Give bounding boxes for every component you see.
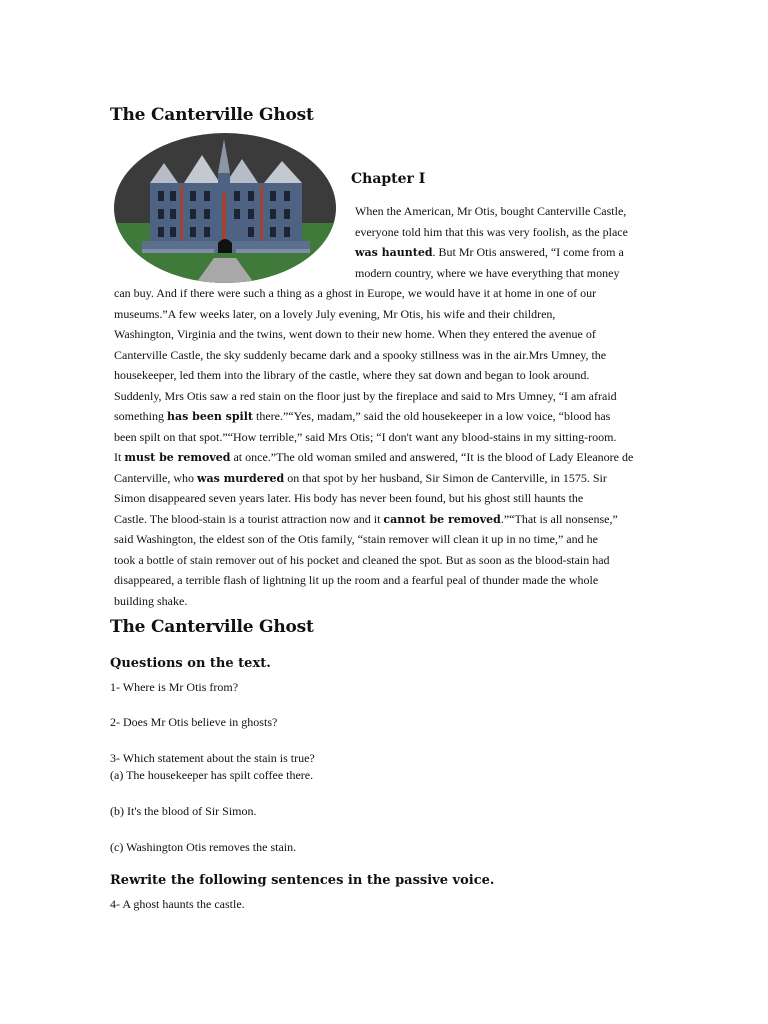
castle-illustration bbox=[114, 133, 336, 283]
option-b: (b) It's the blood of Sir Simon. bbox=[110, 804, 257, 818]
story-line bbox=[114, 491, 583, 505]
story-line bbox=[114, 327, 596, 341]
story-line bbox=[355, 245, 624, 260]
story-line bbox=[114, 430, 616, 444]
story-text-run: there.”“Yes, madam,” said the old housekeeper in a low voice, “blood has bbox=[253, 409, 611, 423]
story-text-run: been spilt on that spot.”“How terrible,” said Mrs Otis; “I don't want any blood-stains in my sitting-room. bbox=[114, 429, 617, 444]
passive-phrase: was haunted bbox=[355, 246, 433, 259]
story-line bbox=[114, 389, 617, 403]
story-line bbox=[114, 553, 610, 567]
passive-item-4: 4- A ghost haunts the castle. bbox=[110, 897, 245, 911]
story-text-run: building shake. bbox=[114, 593, 188, 608]
story-line bbox=[114, 471, 607, 486]
story-text-run: on that spot by her husband, Sir Simon de Canterville, in 1575. Sir bbox=[284, 470, 607, 485]
story-line bbox=[114, 368, 589, 382]
option-c: (c) Washington Otis removes the stain. bbox=[110, 840, 297, 854]
story-line bbox=[114, 286, 596, 300]
page-title: The Canterville Ghost bbox=[110, 105, 314, 125]
story-text-run: took a bottle of stain remover out of his pocket and cleaned the spot. But as soon as the blood-stain had bbox=[114, 552, 610, 567]
story-text-run: . But Mr Otis answered, “I come from a bbox=[432, 245, 624, 259]
story-line bbox=[114, 450, 633, 465]
story-line bbox=[114, 512, 618, 527]
story-line bbox=[114, 594, 187, 608]
story-line bbox=[114, 307, 555, 321]
story-text-run: everyone told him that this was very foolish, as the place bbox=[355, 224, 628, 239]
passive-heading: Rewrite the following sentences in the passive voice. bbox=[110, 873, 495, 888]
story-text-run: Castle. The blood-stain is a tourist attraction now and it bbox=[114, 511, 384, 526]
story-text-run: at once.”The old woman smiled and answered, “It is the blood of Lady Eleanore de bbox=[230, 450, 634, 464]
story-text-run: Simon disappeared seven years later. His body has never been found, but his ghost still haunts the bbox=[114, 491, 584, 505]
questions-heading: Questions on the text. bbox=[110, 656, 271, 671]
story-text-run: said Washington, the eldest son of the Otis family, “stain remover will clean it up in no time,” and he bbox=[114, 532, 598, 546]
question-2: 2- Does Mr Otis believe in ghosts? bbox=[110, 715, 278, 729]
story-text-run: can buy. And if there were such a thing as a ghost in Europe, we would have it at home in one of our bbox=[114, 286, 597, 300]
story-text-run: disappeared, a terrible flash of lightning lit up the room and a fearful peal of thunder made the whole bbox=[114, 573, 599, 587]
story-line bbox=[114, 348, 606, 362]
story-text-run: It bbox=[114, 450, 125, 464]
section-title: The Canterville Ghost bbox=[110, 617, 314, 637]
story-line bbox=[114, 532, 598, 546]
passive-phrase: was murdered bbox=[196, 471, 285, 485]
story-text-run: modern country, where we have everything that money bbox=[355, 265, 620, 280]
story-line bbox=[114, 409, 610, 424]
question-1: 1- Where is Mr Otis from? bbox=[110, 680, 239, 694]
story-text-run: Suddenly, Mrs Otis saw a red stain on the floor just by the fireplace and said to Mrs Umney, “I am afraid bbox=[114, 388, 617, 403]
story-line bbox=[355, 266, 619, 280]
passive-phrase: must be removed bbox=[124, 451, 231, 464]
story-text-run: something bbox=[114, 409, 167, 423]
passive-phrase: cannot be removed bbox=[383, 512, 501, 526]
story-text-run: Canterville, who bbox=[114, 470, 197, 485]
story-line bbox=[355, 204, 626, 218]
passive-phrase: has been spilt bbox=[167, 410, 253, 423]
story-line bbox=[114, 573, 598, 587]
story-line bbox=[355, 225, 628, 239]
story-text-run: .”“That is all nonsense,” bbox=[500, 511, 618, 526]
story-text-run: When the American, Mr Otis, bought Canterville Castle, bbox=[355, 204, 627, 218]
story-text-run: housekeeper, led them into the library of the castle, where they sat down and began to look around. bbox=[114, 368, 590, 382]
story-text-run: Canterville Castle, the sky suddenly became dark and a spooky stillness was in the air.Mrs Umney, the bbox=[114, 347, 607, 362]
chapter-heading: Chapter I bbox=[351, 171, 426, 187]
story-text-run: museums.”A few weeks later, on a lovely July evening, Mr Otis, his wife and their children, bbox=[114, 306, 556, 321]
story-text-run: Washington, Virginia and the twins, went down to their new home. When they entered the avenue of bbox=[114, 327, 596, 341]
question-3: 3- Which statement about the stain is true? bbox=[110, 751, 315, 765]
option-a: (a) The housekeeper has spilt coffee there. bbox=[110, 768, 314, 782]
